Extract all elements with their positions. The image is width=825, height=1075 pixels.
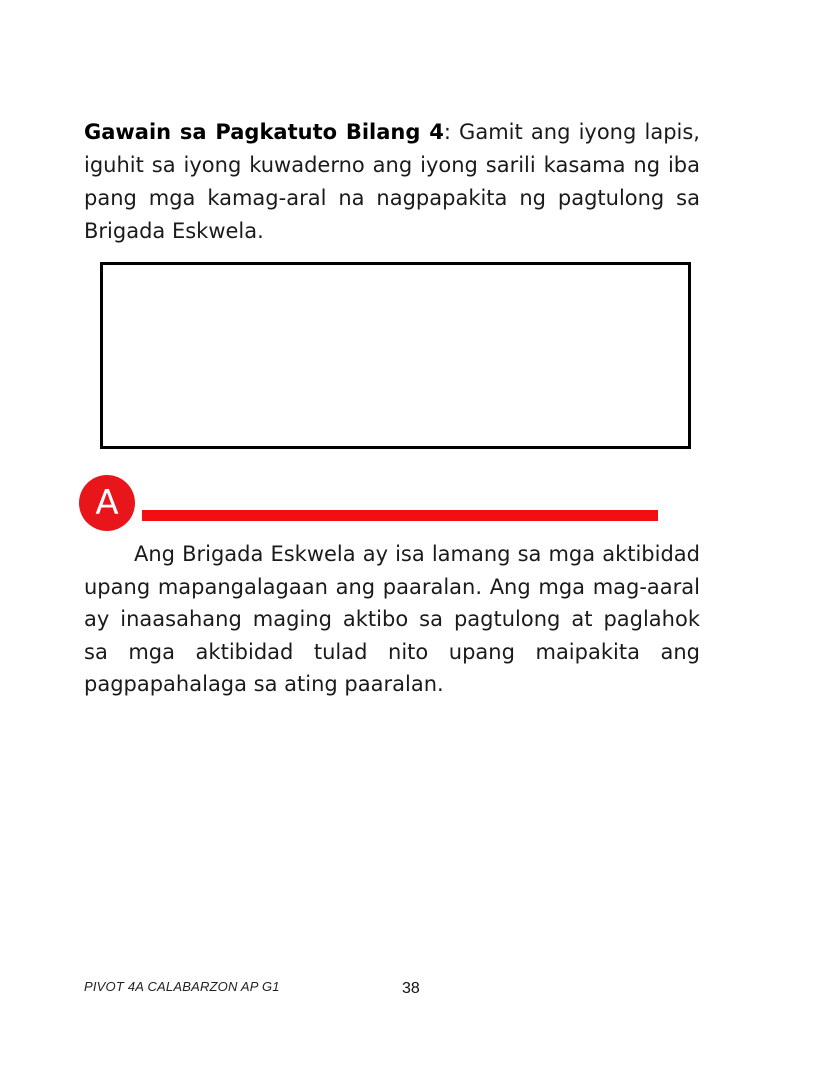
section-badge: A xyxy=(79,475,135,531)
section-divider-bar xyxy=(142,510,658,521)
activity-instructions xyxy=(84,116,700,248)
activity-title: Gawain sa Pagkatuto Bilang 4 xyxy=(84,120,444,144)
body-paragraph: Ang Brigada Eskwela ay isa lamang sa mga aktibidad upang mapangalagaan ang paaralan. Ang mga mag-aaral ay inaasahang maging aktibo sa pagtulong at paglahok sa mga aktibidad tulad nito upang maipakita ang pagpapahalaga sa ating paaralan. xyxy=(84,542,700,696)
page-number: 38 xyxy=(402,980,420,997)
activity-title-colon: : xyxy=(443,120,451,144)
activity-text: Gamit ang iyong lapis, iguhit sa iyong kuwaderno ang iyong sarili kasama ng iba pang mga kamag-aral na nagpapakita ng pagtulong sa Brigada Eskwela. xyxy=(84,120,700,243)
footer-module-label: PIVOT 4A CALABARZON AP G1 xyxy=(84,979,280,994)
drawing-answer-box xyxy=(100,262,691,449)
